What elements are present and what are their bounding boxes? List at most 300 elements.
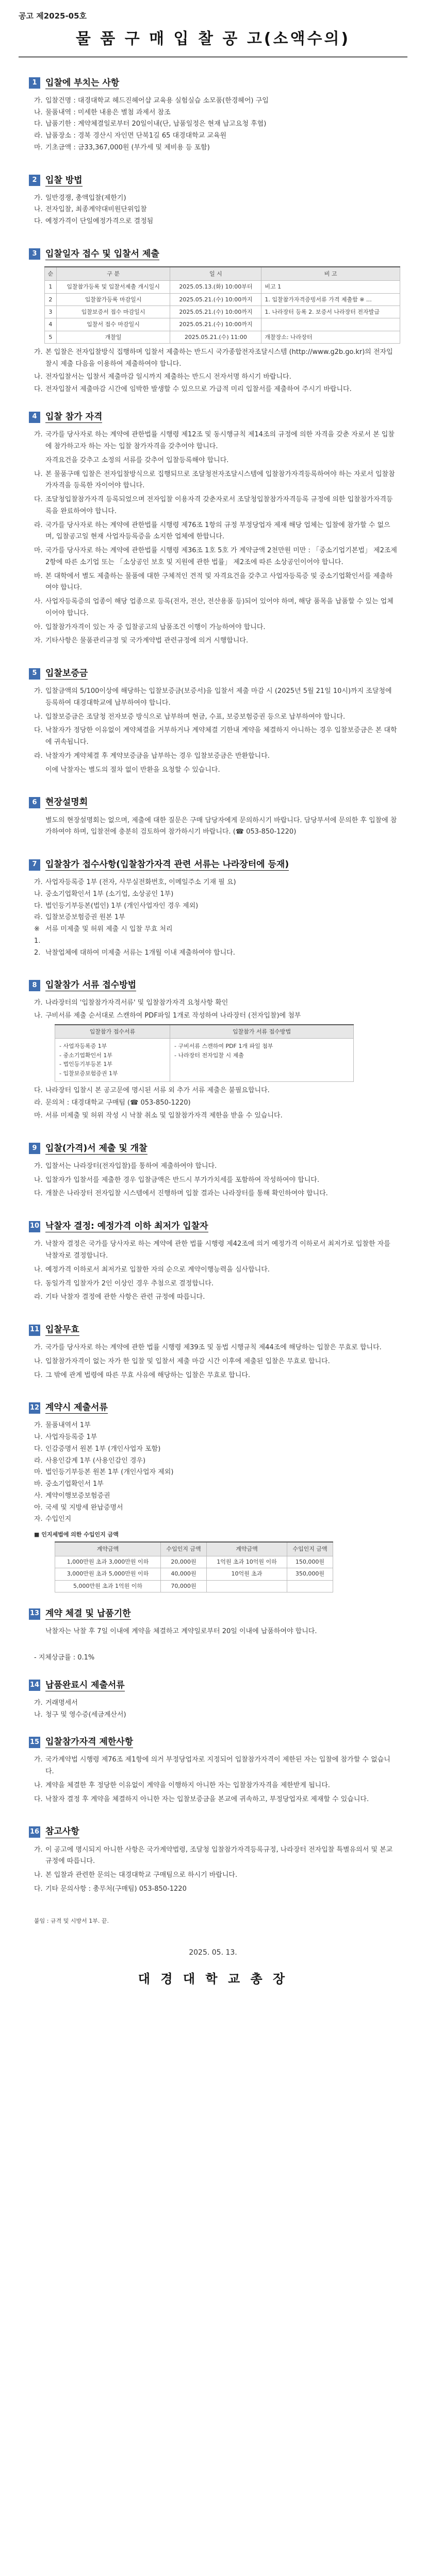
item-label: 라. [34, 752, 43, 760]
list-item [34, 711, 397, 723]
table-cell: 150,000원 [287, 1556, 333, 1568]
list-item [34, 1709, 397, 1721]
item-label: 다. [34, 1279, 43, 1287]
item-text: 중소기업확인서 1부 (소기업, 소상공인 1부) [45, 890, 174, 898]
item-label: 다. [34, 1086, 43, 1094]
table-cell: 2025.05.21.(수) 11:00 [170, 331, 261, 343]
table-cell: 350,000원 [287, 1568, 333, 1581]
section-s14 [19, 1680, 407, 1721]
item-label: 라. [34, 1099, 43, 1107]
item-label: 다. [34, 385, 43, 394]
item-text: 물품내역 : 미세한 내용은 별첨 과제서 참조 [45, 108, 171, 116]
table-cell: 5 [45, 331, 57, 343]
item-text: 본 입찰은 전자입찰방식 집행하며 입찰서 제출하는 반드시 국가종합전자조달시스템 (http://www.g2b.go.kr)의 전자입찰시 제출 다음을 이용하여 제출하여야 합니다. [45, 348, 393, 368]
item-text: 예정가격이 단일예정가격으로 결정됨 [45, 217, 154, 226]
item-text: 낙찰자는 낙찰 후 7일 이내에 계약을 체결하고 계약일로부터 20일 이내에 납품하여야 합니다. [45, 1628, 317, 1636]
section-heading [29, 796, 407, 808]
item-label: 다. [34, 902, 43, 910]
list-item [34, 95, 397, 107]
section-number: 4 [29, 412, 40, 423]
list-item [34, 1780, 397, 1792]
section-heading [29, 248, 407, 260]
item-label: 나. [34, 372, 43, 381]
section-s8 [19, 979, 407, 1122]
item-text: 조달청입찰참가자격 등록되었으며 전자입찰 이용자격 갖춘자로서 조달청입찰참가자격등록 규정에 의한 입찰참가자격등록을 완료하여야 합니다. [45, 496, 393, 515]
item-text: 기초금액 : 금33,367,000원 (부가세 및 제비용 등 포함) [45, 143, 210, 151]
list-item [34, 1370, 397, 1382]
section-body [19, 1342, 407, 1381]
item-text: 낙찰자 결정 후 계약을 체결하지 아니한 자는 입찰보증금을 본교에 귀속하고, 부정당업자로 제재할 수 있습니다. [45, 1795, 369, 1803]
list-item [34, 494, 397, 518]
section-s16 [19, 1826, 407, 1895]
section-number: 13 [29, 1608, 40, 1620]
document-title: 물 품 구 매 입 찰 공 고(소액수의) [75, 30, 351, 48]
item-text: 입찰자가 입찰서를 제출한 경우 입찰금액은 반드시 부가가치세를 포함하여 작성하여야 합니다. [45, 1176, 320, 1184]
list-item [34, 130, 397, 142]
section-number: 16 [29, 1826, 40, 1838]
item-text: 전자입찰서는 입찰서 제출마감 일시까지 제출하는 반드시 전자서명 하시기 바랍니다. [45, 372, 291, 381]
item-label [34, 455, 45, 467]
list-item [34, 815, 397, 839]
item-text: 일반경쟁, 총액입찰(제한기) [45, 194, 126, 202]
section-heading [29, 411, 407, 423]
list-item [34, 1188, 397, 1200]
table-cell: 1 [45, 281, 57, 293]
list-item [34, 877, 397, 889]
section-heading [29, 1608, 407, 1620]
section-s2 [19, 175, 407, 228]
item-label: 라. [34, 913, 43, 922]
table-cell [287, 1580, 333, 1592]
item-label: 가. [34, 1421, 43, 1430]
item-label [34, 765, 45, 776]
item-text: 물품내역서 1부 [45, 1421, 91, 1430]
item-label: 가. [34, 1845, 43, 1854]
item-label: 가. [34, 1162, 43, 1170]
item-text: 개찰은 나라장터 전자입찰 시스템에서 진행하며 입찰 결과는 나라장터를 통해 확인하여야 합니다. [45, 1190, 328, 1198]
table-row [55, 1568, 333, 1581]
section-title: 현장설명회 [45, 796, 88, 808]
table-cell: 1억원 초과 10억원 이하 [207, 1556, 287, 1568]
item-label: 나. [34, 108, 43, 116]
section-heading [29, 979, 407, 991]
list-item [34, 622, 397, 634]
section-number: 15 [29, 1737, 40, 1748]
section-body [19, 347, 407, 396]
item-text: 법인등기부등본(법인) 1부 (개인사업자인 경우 제외) [45, 902, 199, 910]
list-item [34, 1467, 397, 1479]
list-item [34, 571, 397, 595]
item-label: 가. [34, 1756, 43, 1764]
section-body [19, 1626, 407, 1638]
section-s10 [19, 1221, 407, 1303]
item-text: 국가를 당사자로 하는 계약에 관한 법률 시행령 제39조 및 동법 시행규칙 제44조에 해당하는 입찰은 무효로 합니다. [45, 1344, 382, 1352]
item-label: 나. [34, 1357, 43, 1365]
item-label: 사. [34, 598, 43, 606]
item-label: 라. [34, 1293, 43, 1301]
item-label: 라. [34, 521, 43, 529]
list-item [34, 947, 397, 959]
table-header: 입찰참가 서류 접수방법 [170, 1025, 353, 1039]
table-cell [207, 1580, 287, 1592]
table-cell: - 사업자등록증 1부 - 중소기업확인서 1부 - 법인등기부등본 1부 - 입찰보증보험증권 1부 [55, 1039, 170, 1081]
table-header-row [45, 267, 400, 281]
table-cell: 2 [45, 293, 57, 306]
section-heading [29, 1324, 407, 1336]
item-label: 가. [34, 1344, 43, 1352]
extra-line: - 지체상금률 : 0.1% [34, 1654, 95, 1662]
section-title: 계약 체결 및 납품기한 [45, 1608, 131, 1620]
section-body [19, 1698, 407, 1721]
table-row [55, 1580, 333, 1592]
list-item [34, 1870, 397, 1882]
list-item [34, 371, 397, 383]
list-item [34, 635, 397, 647]
table-cell: 3 [45, 306, 57, 318]
item-label: 가. [34, 96, 43, 105]
list-item [34, 997, 397, 1009]
item-text: 서류 미제출 및 허위 제출 시 입찰 무효 처리 [45, 925, 173, 934]
list-item [34, 1479, 397, 1490]
section-heading [29, 1826, 407, 1838]
section-title: 입찰 방법 [45, 175, 83, 187]
list-item [34, 1175, 397, 1187]
list-item [34, 1085, 397, 1097]
item-label: 가. [34, 1240, 43, 1248]
item-text: 별도의 현장설명회는 없으며, 제출에 대한 질문은 구매 담당자에게 문의하시기 바랍니다. 담당부서에 문의한 후 입찰에 참가하여야 하며, 입찰전에 충분히 검토하여 참가하시기 바랍니다. (☎ 053-850-1220) [45, 816, 397, 836]
item-label: 바. [34, 572, 43, 580]
list-item [34, 347, 397, 370]
table-cell: 5,000만원 초과 1억원 이하 [55, 1580, 161, 1592]
list-item [34, 1884, 397, 1895]
section-heading [29, 77, 407, 89]
section-body [19, 1754, 407, 1805]
section-number: 11 [29, 1325, 40, 1336]
item-label: 나. [34, 1871, 43, 1879]
list-item [34, 1110, 397, 1122]
list-item [34, 1490, 397, 1502]
list-item [34, 1444, 397, 1455]
item-text: 본 물품구매 입찰은 전자입찰방식으로 집행되므로 조달청전자조달시스템에 입찰참가자격등록하여야 하는 자로서 입찰참가자격을 등록한 자이어야 합니다. [45, 470, 395, 490]
section-number: 1 [29, 77, 40, 89]
table-header: 비 고 [261, 267, 400, 281]
item-label: 나. [34, 1710, 43, 1719]
item-label: 가. [34, 687, 43, 696]
item-text: 서류 미제출 및 허위 작성 시 낙찰 취소 및 입찰참가자격 제한을 받을 수 있습니다. [45, 1112, 283, 1120]
issuing-organization: 대 경 대 학 교 총 장 [138, 1972, 288, 1987]
item-label: 바. [34, 1480, 43, 1488]
notice-number: 공고 제2025-05호 [19, 11, 87, 21]
item-label: 마. [34, 1468, 43, 1477]
item-text: 사업자등록증 1부 [45, 1433, 97, 1442]
list-item [34, 1794, 397, 1806]
section-title: 입찰참가 접수사항(입찰참가자격 관련 서류는 나라장터에 등재) [45, 859, 289, 871]
item-text: 전자입찰서 제출마감 시간에 임박한 발생할 수 있으므로 가급적 미리 입찰서를 제출하여 주시기 바랍니다. [45, 385, 352, 394]
table-cell: 비고 1 [261, 281, 400, 293]
list-item [34, 193, 397, 205]
stamp-caption-wrap [19, 1530, 407, 1539]
section-heading [29, 1736, 407, 1748]
attachment-note: 붙임 : 규격 및 시방서 1부. 끝. [34, 1917, 109, 1924]
section-s13 [19, 1608, 407, 1664]
section-number: 12 [29, 1402, 40, 1414]
item-text: 기타사항은 물품관리규정 및 국가계약법 관련규정에 의거 시행합니다. [45, 637, 249, 645]
table-cell: 입찰참가등록 및 입찰서제출 개시일시 [56, 281, 170, 293]
item-text: 인감증명서 원본 1부 (개인사업자 포함) [45, 1445, 161, 1453]
list-item [34, 1010, 397, 1022]
section-notes [19, 1085, 407, 1122]
item-text: 사용인감계 1부 (사용인감인 경우) [45, 1456, 146, 1465]
section-s5 [19, 668, 407, 776]
section-s9 [19, 1143, 407, 1200]
section-title: 입찰참가자격 제한사항 [45, 1736, 133, 1748]
list-item [34, 429, 397, 453]
item-text: 계약이행보증보험증권 [45, 1492, 110, 1500]
item-label: 나. [34, 1781, 43, 1789]
stamp-duty-table [55, 1541, 333, 1592]
schedule-table [44, 266, 400, 344]
list-item [34, 1502, 397, 1514]
section-heading [29, 1143, 407, 1155]
section-title: 입찰일자 접수 및 입찰서 제출 [45, 248, 159, 260]
section-body [19, 686, 407, 776]
sections-container [19, 77, 407, 1895]
item-text: 납품장소 : 경북 경산시 자인면 단북1길 65 대경대학교 교육원 [45, 132, 227, 140]
list-item [34, 469, 397, 493]
table-row [55, 1039, 354, 1081]
item-text: 입찰참가자격이 있는 자 중 입찰공고의 납품조건 이행이 가능하여야 합니다. [45, 623, 266, 631]
section-number: 6 [29, 797, 40, 808]
submission-table [55, 1024, 354, 1082]
list-item [34, 1239, 397, 1262]
item-label: 마. [34, 1112, 43, 1120]
item-text: 구비서류 제출 순서대로 스캔하여 PDF파일 1개로 작성하여 나라장터 (전자입찰)에 첨부 [45, 1012, 301, 1020]
table-cell: 10억원 초과 [207, 1568, 287, 1581]
table-cell: 20,000원 [160, 1556, 206, 1568]
item-text: 낙찰자가 계약체결 후 계약보증금을 납부하는 경우 입찰보증금은 반환합니다. [45, 752, 270, 760]
item-text: 낙찰자가 정당한 이유없이 계약체결을 거부하거나 계약체결 기한내 계약을 체결하지 아니하는 경우 입찰보증금은 본 대학에 귀속됩니다. [45, 726, 397, 747]
list-item [34, 1626, 397, 1638]
item-label: 다. [34, 217, 43, 226]
list-item [34, 1754, 397, 1778]
item-label: 아. [34, 1503, 43, 1512]
section-body [19, 95, 407, 154]
table-cell: 70,000원 [160, 1580, 206, 1592]
table-cell: 개찰장소: 나라장터 [261, 331, 400, 343]
item-label: 자. [34, 637, 43, 645]
section-heading [29, 1680, 407, 1691]
table-cell: 40,000원 [160, 1568, 206, 1581]
item-label: 다. [34, 726, 43, 735]
item-text: 입찰건명 : 대경대학교 헤드진헤어샵 교육용 실험실습 소모품(한경헤어) 구입 [45, 96, 269, 105]
item-text: 나라장터의 '입찰참가자격서류' 및 입찰참가자격 요청사항 확인 [45, 999, 228, 1007]
item-text: 기타 낙찰자 결정에 관한 사항은 관련 규정에 따릅니다. [45, 1293, 205, 1301]
item-text: 전자입찰, 최종계약대비원단위입찰 [45, 206, 147, 214]
table-cell: 입찰서 접수 마감일시 [56, 318, 170, 331]
section-s12 [19, 1402, 407, 1592]
table-cell: 1. 입찰참가자격증빙서류 가격 제출함 ※ … [261, 293, 400, 306]
item-label: 라. [34, 132, 43, 140]
section-heading [29, 175, 407, 187]
item-text: 계약을 체결한 후 정당한 이유없이 계약을 이행하지 아니한 자는 입찰참가자격을 제한받게 됩니다. [45, 1781, 330, 1789]
table-cell: - 구비서류 스캔하여 PDF 1개 파일 첨부 - 나라장터 전자입찰 시 제출 [170, 1039, 353, 1081]
list-item [34, 912, 397, 924]
item-label: 다. [34, 1445, 43, 1453]
item-label: 사. [34, 1492, 43, 1500]
list-item [34, 216, 397, 228]
list-item [34, 765, 397, 776]
section-title: 입찰(가격)서 제출 및 개찰 [45, 1143, 148, 1155]
table-cell: 1. 나라장터 등록 2. 보증서 나라장터 전자발급 [261, 306, 400, 318]
section-s15 [19, 1736, 407, 1805]
item-text: 동일가격 입찰자가 2인 이상인 경우 추첨으로 결정합니다. [45, 1279, 214, 1287]
section-body [19, 1239, 407, 1303]
table-header: 일 시 [170, 267, 261, 281]
list-item [34, 118, 397, 130]
item-text: 본 입찰과 관련한 문의는 대경대학교 구매팀으로 하시기 바랍니다. [45, 1871, 238, 1879]
section-s4 [19, 411, 407, 647]
section-s1 [19, 77, 407, 154]
list-item [34, 686, 397, 709]
list-item [34, 142, 397, 154]
item-text: 청구 및 영수증(세금계산서) [45, 1710, 126, 1719]
section-heading [29, 859, 407, 871]
section-title: 입찰에 부치는 사항 [45, 77, 119, 89]
item-text: 그 밖에 관계 법령에 따른 무효 사유에 해당하는 입찰은 무효로 합니다. [45, 1371, 251, 1379]
table-cell: 입찰참가등록 마감일시 [56, 293, 170, 306]
item-text: 중소기업확인서 1부 [45, 1480, 104, 1488]
item-label: 가. [34, 348, 43, 357]
list-item [34, 520, 397, 544]
table-cell: 2025.05.21.(수) 10:00까지 [170, 306, 261, 318]
item-label: 나. [34, 1265, 43, 1274]
item-label: 나. [34, 1433, 43, 1442]
item-text: 국가를 당사자로 하는 계약에 관한법률 시행령 제12조 및 동시행규칙 제14조의 규정에 의한 자격을 갖춘 자로서 본 입찰에 참가하고자 하는 자는 입찰 참가자격을 갖추어야 합니다. [45, 431, 395, 451]
item-text: 입찰보증금은 조달청 전자보증 방식으로 납부하며 현금, 수표, 보증보험증권 등으로 납부하여야 합니다. [45, 713, 346, 721]
section-number: 9 [29, 1143, 40, 1154]
table-row [45, 293, 400, 306]
item-label: 다. [34, 1795, 43, 1803]
section-body [19, 815, 407, 839]
section-body [19, 1420, 407, 1526]
section-extra [19, 1652, 407, 1664]
item-label: 가. [34, 999, 43, 1007]
table-header: 순 [45, 267, 57, 281]
item-label: 가. [34, 878, 43, 887]
list-item [34, 725, 397, 749]
section-title: 입찰참가 서류 접수방법 [45, 979, 136, 991]
item-text: 거래명세서 [45, 1699, 78, 1707]
section-body [19, 877, 407, 959]
table-cell: 입찰보증서 접수 마감일시 [56, 306, 170, 318]
item-label: 다. [34, 120, 43, 128]
table-row [45, 318, 400, 331]
item-text: 입찰금액의 5/100이상에 해당하는 입찰보증금(보증서)을 입찰서 제출 마감 시 (2025년 5월 21일 10시)까지 조달청에 등록하여 대경대학교에 납부하여야 합니다. [45, 687, 392, 707]
item-text: 국가를 당사자로 하는 계약에 관한법률 시행령 제36조 1호 5호 가 계약금액 2천만원 미만 : 「중소기업기본법」 제2조제2항에 따른 소기업 또는 「소상공인 보호 및 지원에 관한 법률」 제2조에 따른 소상공인이어야 합니다. [45, 547, 397, 566]
item-label: 가. [34, 1699, 43, 1707]
section-heading [29, 1221, 407, 1232]
list-item [34, 596, 397, 620]
item-text: 예정가격 이하로서 최저가로 입찰한 자의 순으로 계약이행능력을 심사합니다. [45, 1265, 270, 1274]
section-body [19, 193, 407, 228]
item-label: 다. [34, 1190, 43, 1198]
item-text: 수입인지 [45, 1515, 72, 1523]
title-divider [19, 56, 407, 58]
section-heading [29, 668, 407, 680]
section-number: 7 [29, 859, 40, 871]
item-label: 나. [34, 713, 43, 721]
table-header: 수입인지 금액 [287, 1542, 333, 1556]
item-text: 나라장터 입찰시 본 공고문에 명시된 서류 외 추가 서류 제출은 불필요합니다. [45, 1086, 270, 1094]
item-text: 낙찰자 결정은 국가를 당사자로 하는 계약에 관한 법률 시행령 제42조에 의거 예정가격 이하로서 최저가로 입찰한 자를 낙찰자로 결정합니다. [45, 1240, 390, 1260]
table-cell: 1,000만원 초과 3,000만원 이하 [55, 1556, 161, 1568]
item-label: 나. [34, 470, 43, 478]
item-text: 기타 문의사항 : 총무처(구매팀) 053-850-1220 [45, 1885, 187, 1893]
list-item [34, 384, 397, 396]
list-item [34, 1514, 397, 1526]
item-label: 가. [34, 194, 43, 202]
list-item [34, 1264, 397, 1276]
table-header: 수입인지 금액 [160, 1542, 206, 1556]
list-item [34, 107, 397, 119]
section-title: 입찰 참가 자격 [45, 411, 102, 423]
item-text: 국가를 당사자로 하는 계약에 관한법률 시행령 제76조 1항의 규정 부정당업자 제재 해당 업체는 입찰에 참가할 수 없으며, 입찰공고일 현재 사업자등록증을 소지한 업체에 한합니다. [45, 521, 390, 541]
list-item [34, 204, 397, 216]
table-cell: 4 [45, 318, 57, 331]
item-label [34, 815, 45, 839]
list-item [34, 1161, 397, 1173]
item-text: 본 대학에서 별도 제출하는 물품에 대한 구체적인 견적 및 자격요건을 갖추고 사업자등록증 및 중소기업확인서를 제출하여야 합니다. [45, 572, 393, 592]
table-cell: 2025.05.21.(수) 10:00까지 [170, 318, 261, 331]
list-item [34, 751, 397, 762]
item-label: 마. [34, 143, 43, 151]
item-text: 문의처 : 대경대학교 구매팀 (☎ 053-850-1220) [45, 1099, 191, 1107]
item-label: 자. [34, 1515, 43, 1523]
table-header: 계약금액 [55, 1542, 161, 1556]
item-text: 국세 및 지방세 완납증명서 [45, 1503, 123, 1512]
section-s6 [19, 796, 407, 838]
list-item [34, 1342, 397, 1354]
section-body [19, 429, 407, 647]
table-header-row [55, 1542, 333, 1556]
item-label: 아. [34, 623, 43, 631]
list-item [34, 1455, 397, 1467]
item-label: 나. [34, 1176, 43, 1184]
item-text: 입찰보증보험증권 원본 1부 [45, 913, 125, 922]
table-row [45, 331, 400, 343]
table-cell: 3,000만원 초과 5,000만원 이하 [55, 1568, 161, 1581]
list-item [34, 1420, 397, 1432]
list-item [34, 1844, 397, 1868]
table-header: 구 분 [56, 267, 170, 281]
list-item [34, 455, 397, 467]
table-cell: 개찰일 [56, 331, 170, 343]
stamp-caption: ■ 인지세법에 의한 수입인지 금액 [34, 1531, 119, 1538]
item-label: 다. [34, 496, 43, 504]
item-label: 다. [34, 1885, 43, 1893]
item-text: 국가계약법 시행령 제76조 제1항에 의거 부정당업자로 지정되어 입찰참가자격이 제한된 자는 입찰에 참가할 수 없습니다. [45, 1756, 390, 1776]
item-label: 나. [34, 1012, 43, 1020]
item-label: ※ 1. [34, 925, 41, 945]
section-title: 납품완료시 제출서류 [45, 1680, 125, 1691]
section-number: 5 [29, 668, 40, 680]
section-title: 입찰보증금 [45, 668, 88, 680]
section-s3 [19, 248, 407, 396]
section-title: 낙찰자 결정: 예정가격 이하 최저가 입찰자 [45, 1221, 208, 1232]
table-row [45, 281, 400, 293]
list-item [34, 889, 397, 901]
section-title: 계약시 제출서류 [45, 1402, 108, 1414]
